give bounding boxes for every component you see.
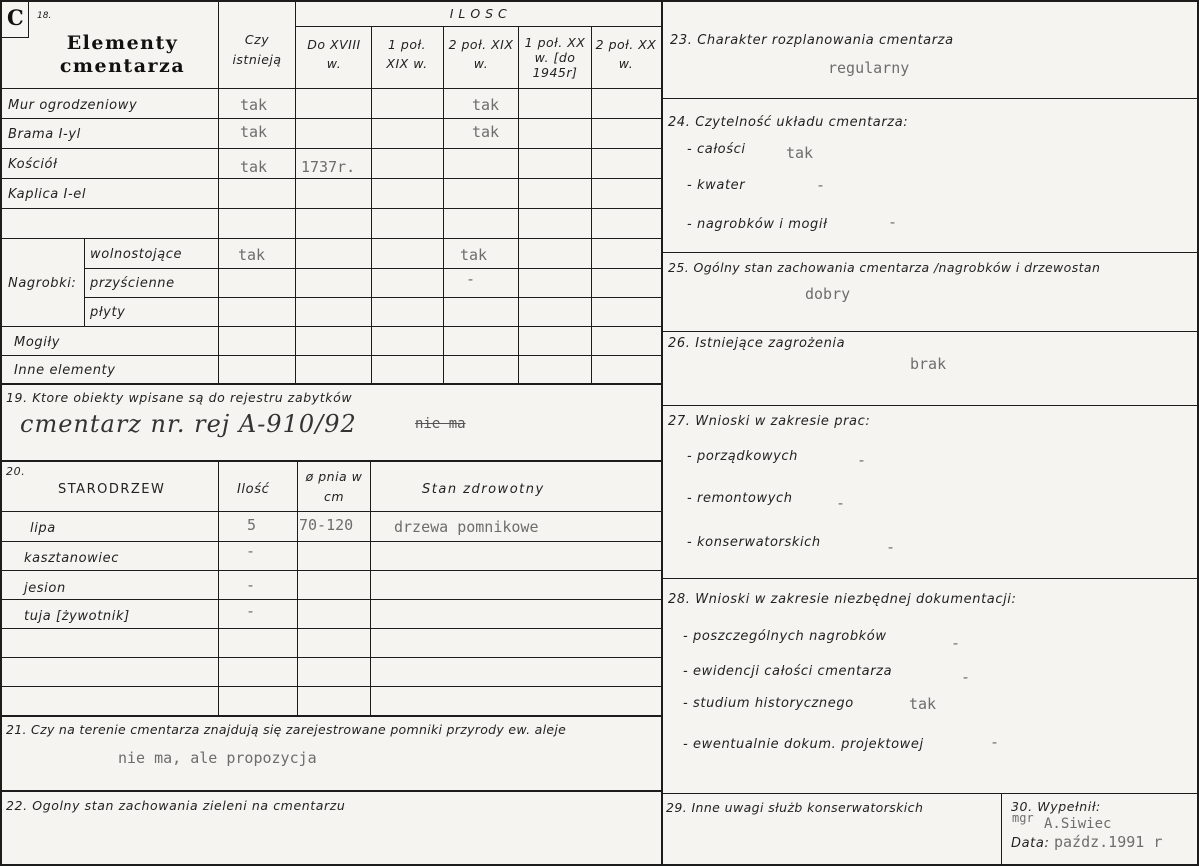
sec30-prefix: mgr — [1012, 811, 1034, 825]
ilosc-rule — [295, 26, 661, 27]
corner-letter: C — [7, 5, 24, 30]
col-rule — [591, 26, 592, 384]
element-label: Kaplica I-el — [8, 187, 87, 202]
nagrobki-type: płyty — [90, 305, 126, 320]
table18-bottom — [0, 383, 661, 385]
corner-box-rule — [0, 37, 28, 38]
element-exists: tak — [240, 96, 268, 114]
element-exists: tak — [240, 123, 268, 141]
col-rule — [295, 0, 296, 384]
sec28-item: - studium historycznego — [683, 696, 854, 711]
row-rule — [0, 686, 661, 687]
row-rule — [84, 297, 661, 298]
mogily-label: Mogiły — [14, 335, 61, 350]
sec24-item: - kwater — [687, 178, 746, 193]
sec28-value: - — [961, 668, 971, 686]
row-rule — [0, 628, 661, 629]
sec26-answer: brak — [910, 355, 947, 373]
sec24-bottom — [663, 252, 1197, 253]
row-rule — [0, 599, 661, 600]
row-rule — [0, 657, 661, 658]
sec29-divider — [1001, 793, 1002, 866]
nagrobki-type: przyścienne — [90, 276, 175, 291]
sec20-header-name: STARODRZEW — [58, 482, 166, 497]
row-rule — [0, 355, 661, 356]
sec28-item: - ewidencji całości cmentarza — [683, 664, 893, 679]
sec30-label: 30. Wypełnił: — [1011, 799, 1101, 814]
element-p2xix: tak — [472, 96, 500, 114]
sec26-bottom — [663, 405, 1197, 406]
row-rule — [0, 148, 661, 149]
element-label: Brama I-yl — [8, 127, 81, 142]
sec27-label: 27. Wnioski w zakresie prac: — [668, 414, 871, 429]
sec24-value: tak — [786, 144, 814, 162]
inne-elementy-label: Inne elementy — [14, 363, 116, 378]
period-header: 1 poł. XIX w. — [386, 37, 428, 71]
ilosc-header: I L O S C — [449, 6, 508, 21]
element-label: Kościół — [8, 157, 58, 172]
sec25-answer: dobry — [805, 285, 851, 303]
nagrobki-exists: tak — [238, 246, 266, 264]
border-top — [0, 0, 1199, 2]
sec24-label: 24. Czytelność układu cmentarza: — [668, 115, 909, 130]
sec27-value: - — [836, 494, 846, 512]
period-header: 1 poł. XX w. [do 1945r] — [524, 35, 586, 80]
sec19-struck: nie ma — [415, 416, 466, 432]
tree-qty: - — [246, 542, 256, 560]
nagrobki-p2xix: tak — [460, 246, 488, 264]
section-number: 18. — [37, 11, 52, 21]
sec28-value: - — [990, 733, 1000, 751]
sec20-header-qty: Ilość — [237, 482, 270, 497]
row-rule — [0, 570, 661, 571]
center-divider — [661, 0, 663, 866]
sec27-bottom — [663, 578, 1197, 579]
sec20-header-health: Stan zdrowotny — [422, 482, 545, 497]
sec28-label: 28. Wnioski w zakresie niezbędnej dokumentacji: — [668, 592, 1017, 607]
tree-name: kasztanowiec — [24, 551, 119, 566]
period-header: 2 poł. XIX w. — [448, 37, 514, 71]
col-rule — [370, 461, 371, 716]
sec20-number: 20. — [6, 465, 26, 478]
border-left — [0, 0, 2, 866]
col-rule — [84, 238, 85, 326]
sec21-answer: nie ma, ale propozycja — [118, 749, 317, 767]
sec28-item: - ewentualnie dokum. projektowej — [683, 737, 924, 752]
tree-name: tuja [żywotnik] — [24, 609, 130, 624]
sec20-header-rule — [0, 511, 661, 512]
col-rule — [218, 461, 219, 716]
element-label: Mur ogrodzeniowy — [8, 98, 138, 113]
sec23-answer: regularny — [828, 59, 910, 77]
row-rule — [0, 178, 661, 179]
corner-box-rule — [28, 0, 29, 38]
period-header: Do XVIII w. — [307, 37, 361, 71]
sec19-bottom — [0, 460, 661, 462]
sec28-item: - poszczególnych nagrobków — [683, 629, 887, 644]
row-rule — [0, 208, 661, 209]
element-p2xix: tak — [472, 123, 500, 141]
sec19-handwritten: cmentarz nr. rej A-910/92 — [20, 410, 357, 438]
period-header: 2 poł. XX w. — [595, 37, 657, 71]
sec25-label: 25. Ogólny stan zachowania cmentarza /nagrobków i drzewostan — [668, 260, 1101, 275]
header-rule — [0, 88, 661, 89]
nagrobki-label: Nagrobki: — [8, 276, 77, 291]
sec28-value: tak — [909, 695, 937, 713]
tree-qty: - — [246, 576, 256, 594]
sec27-value: - — [886, 538, 896, 556]
sec21-bottom — [0, 790, 661, 792]
element-xviii: 1737r. — [301, 158, 356, 176]
sec23-label: 23. Charakter rozplanowania cmentarza — [670, 33, 954, 48]
sec29-label: 29. Inne uwagi służb konserwatorskich — [666, 800, 924, 815]
sec28-bottom — [663, 793, 1197, 794]
sec20-header-diam: ø pnia w cm — [305, 469, 363, 504]
sec27-item: - porządkowych — [687, 449, 799, 464]
sec27-value: - — [857, 451, 867, 469]
row-rule — [0, 541, 661, 542]
tree-qty: - — [246, 602, 256, 620]
sec20-bottom — [0, 715, 661, 717]
sec25-bottom — [663, 331, 1197, 332]
element-exists: tak — [240, 158, 268, 176]
row-rule — [0, 238, 661, 239]
sec24-value: - — [816, 176, 826, 194]
sec22-label: 22. Ogolny stan zachowania zieleni na cmentarzu — [6, 798, 346, 813]
sec24-item: - nagrobków i mogił — [687, 217, 828, 232]
sec27-item: - konserwatorskich — [687, 535, 821, 550]
row-rule — [0, 326, 661, 327]
sec24-value: - — [888, 213, 898, 231]
sec30-name: A.Siwiec — [1044, 816, 1112, 832]
sec30-date-label: Data: — [1011, 836, 1050, 851]
tree-qty: 5 — [247, 516, 257, 534]
sec28-value: - — [951, 634, 961, 652]
sec23-bottom — [663, 98, 1197, 99]
col-rule — [443, 26, 444, 384]
tree-name: jesion — [24, 581, 66, 596]
col-rule — [371, 26, 372, 384]
sec26-label: 26. Istniejące zagrożenia — [668, 336, 846, 351]
tree-diam: 70-120 — [299, 516, 354, 534]
sec21-label: 21. Czy na terenie cmentarza znajdują się zarejestrowane pomniki przyrody ew. aleje — [6, 722, 567, 737]
sec30-date: paźdz.1991 r — [1054, 833, 1163, 851]
row-rule — [0, 118, 661, 119]
tree-name: lipa — [30, 521, 56, 536]
section-title: Elementy cmentarza — [59, 32, 186, 77]
tree-health: drzewa pomnikowe — [394, 518, 539, 536]
sec27-item: - remontowych — [687, 491, 793, 506]
sec19-label: 19. Ktore obiekty wpisane są do rejestru zabytków — [6, 390, 353, 405]
sec24-item: - całości — [687, 142, 746, 157]
exists-header: Czy istnieją — [232, 32, 282, 67]
row-rule — [84, 268, 661, 269]
nagrobki-type: wolnostojące — [90, 247, 183, 262]
nagrobki-p2xix: - — [466, 270, 476, 288]
